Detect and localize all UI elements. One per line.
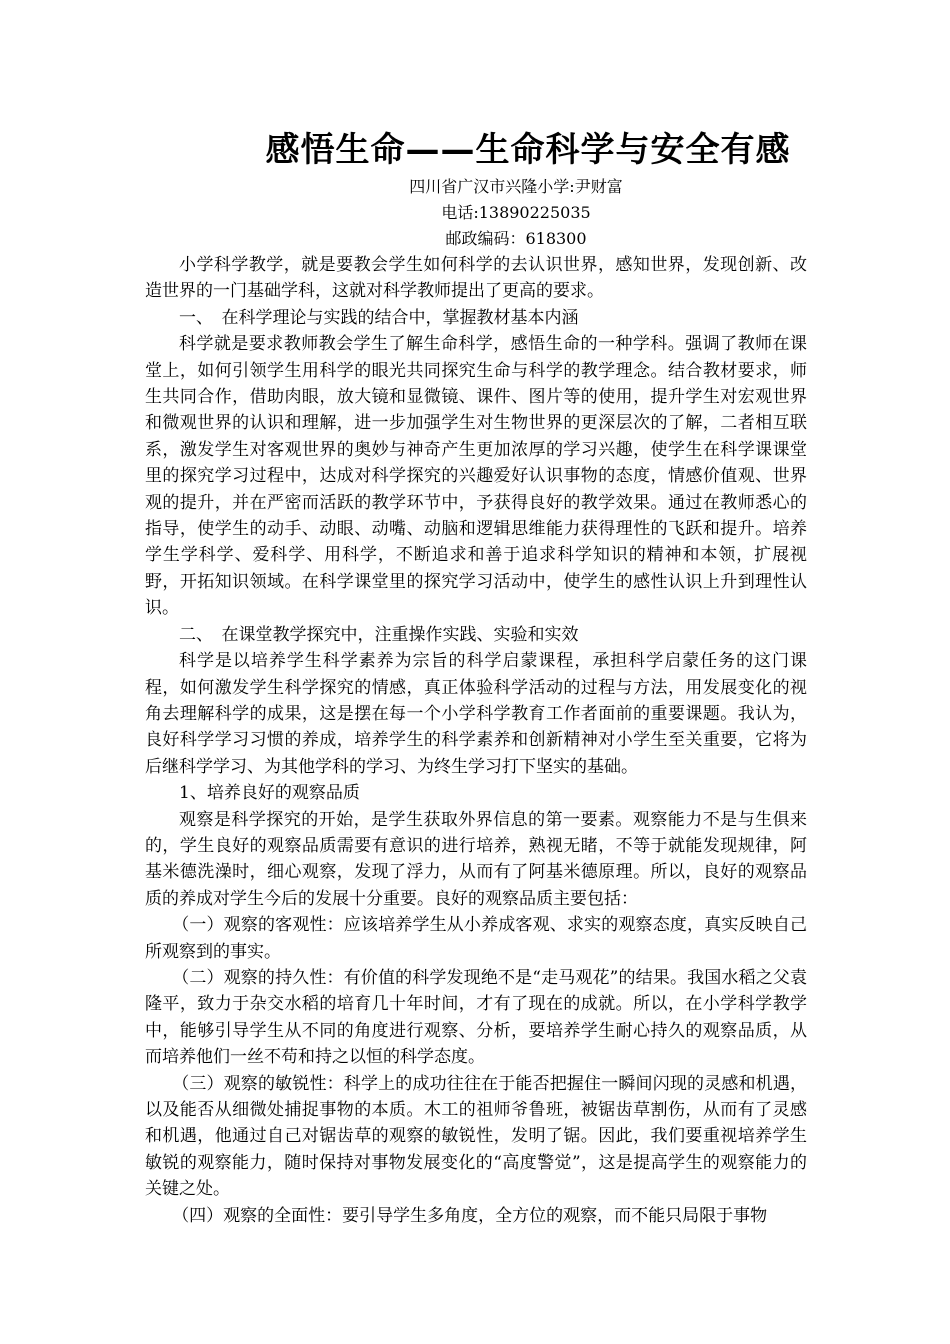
paragraph-objectivity: （一）观察的客观性：应该培养学生从小养成客观、求实的观察态度，真实反映自己所观察到的事实。 (145, 915, 807, 962)
paragraph-persistence: （二）观察的持久性：有价值的科学发现绝不是“走马观花”的结果。我国水稻之父袁隆平，致力于杂交水稻的培育几十年时间，才有了现在的成就。所以，在小学科学教学中，能够引导学生从不同的角度进行观察、分析，要培养学生耐心持久的观察品质，从而培养他们一丝不苟和持之以恒的科学态度。 (145, 967, 807, 1068)
paragraph-sensitivity: （三）观察的敏锐性：科学上的成功往往在于能否把握住一瞬间闪现的灵感和机遇，以及能否从细微处捕捉事物的本质。木工的祖师爷鲁班，被锯齿草割伤，从而有了灵感和机遇，他通过自己对锯齿草的观察的敏锐性，发明了锯。因此，我们要重视培养学生敏锐的观察能力，随时保持对事物发展变化的“高度警觉”，这是提高学生的观察能力的关键之处。 (145, 1073, 807, 1200)
paragraph-section-1: 科学就是要求教师教会学生了解生命科学，感悟生命的一种学科。强调了教师在课堂上，如何引领学生用科学的眼光共同探究生命与科学的教学理念。结合教材要求，师生共同合作，借助肉眼，放大镜和显微镜、课件、图片等的使用，提升学生对宏观世界和微观世界的认识和理解，进一步加强学生对生物世界的更深层次的了解，二者相互联系，激发学生对客观世界的奥妙与神奇产生更加浓厚的学习兴趣，使学生在科学课课堂里的探究学习过程中，达成对科学探究的兴趣爱好认识事物的态度，情感价值观、世界观的提升，并在严密而活跃的教学环节中，予获得良好的教学效果。通过在教师悉心的指导，使学生的动手、动眼、动嘴、动脑和逻辑思维能力获得理性的飞跃和提升。培养学生学科学、爱科学、用科学，不断追求和善于追求科学知识的精神和本领，扩展视野，开拓知识领域。在科学课堂里的探究学习活动中，使学生的感性认识上升到理性认识。 (145, 334, 807, 619)
phone-line: 电话:13890225035 (441, 203, 591, 222)
paragraph-section-2: 科学是以培养学生科学素养为宗旨的科学启蒙课程，承担科学启蒙任务的这门课程，如何激发学生科学探究的情感，真正体验科学活动的过程与方法，用发展变化的视角去理解科学的成果，这是摆在每一个小学科学教育工作者面前的重要课题。我认为，良好科学学习习惯的养成，培养学生的科学素养和创新精神对小学生至关重要，它将为后继科学学习、为其他学科的学习、为终生学习打下坚实的基础。 (145, 651, 807, 777)
postal-code-line: 邮政编码：618300 (445, 229, 587, 248)
document-page (145, 128, 807, 1229)
author-line: 四川省广汉市兴隆小学:尹财富 (409, 177, 623, 196)
paragraph-intro: 小学科学教学，就是要教会学生如何科学的去认识世界，感知世界，发现创新、改造世界的一门基础学科，这就对科学教师提出了更高的要求。 (145, 255, 807, 302)
section-heading-2: 二、 在课堂教学探究中，注重操作实践、实验和实效 (179, 624, 579, 645)
paragraph-comprehensiveness: （四）观察的全面性：要引导学生多角度，全方位的观察，而不能只局限于事物 (172, 1205, 768, 1226)
document-body (145, 252, 807, 1229)
paragraph-observation: 观察是科学探究的开始，是学生获取外界信息的第一要素。观察能力不是与生俱来的，学生良好的观察品质需要有意识的进行培养，熟视无睹，不等于就能发现规律，阿基米德洗澡时，细心观察，发现了浮力，从而有了阿基米德原理。所以，良好的观察品质的养成对学生今后的发展十分重要。良好的观察品质主要包括： (145, 809, 807, 909)
subsection-heading-1: 1、培养良好的观察品质 (179, 783, 360, 804)
section-heading-1: 一、 在科学理论与实践的结合中，掌握教材基本内涵 (179, 307, 579, 328)
document-title: 感悟生命——生命科学与安全有感 (265, 130, 791, 170)
